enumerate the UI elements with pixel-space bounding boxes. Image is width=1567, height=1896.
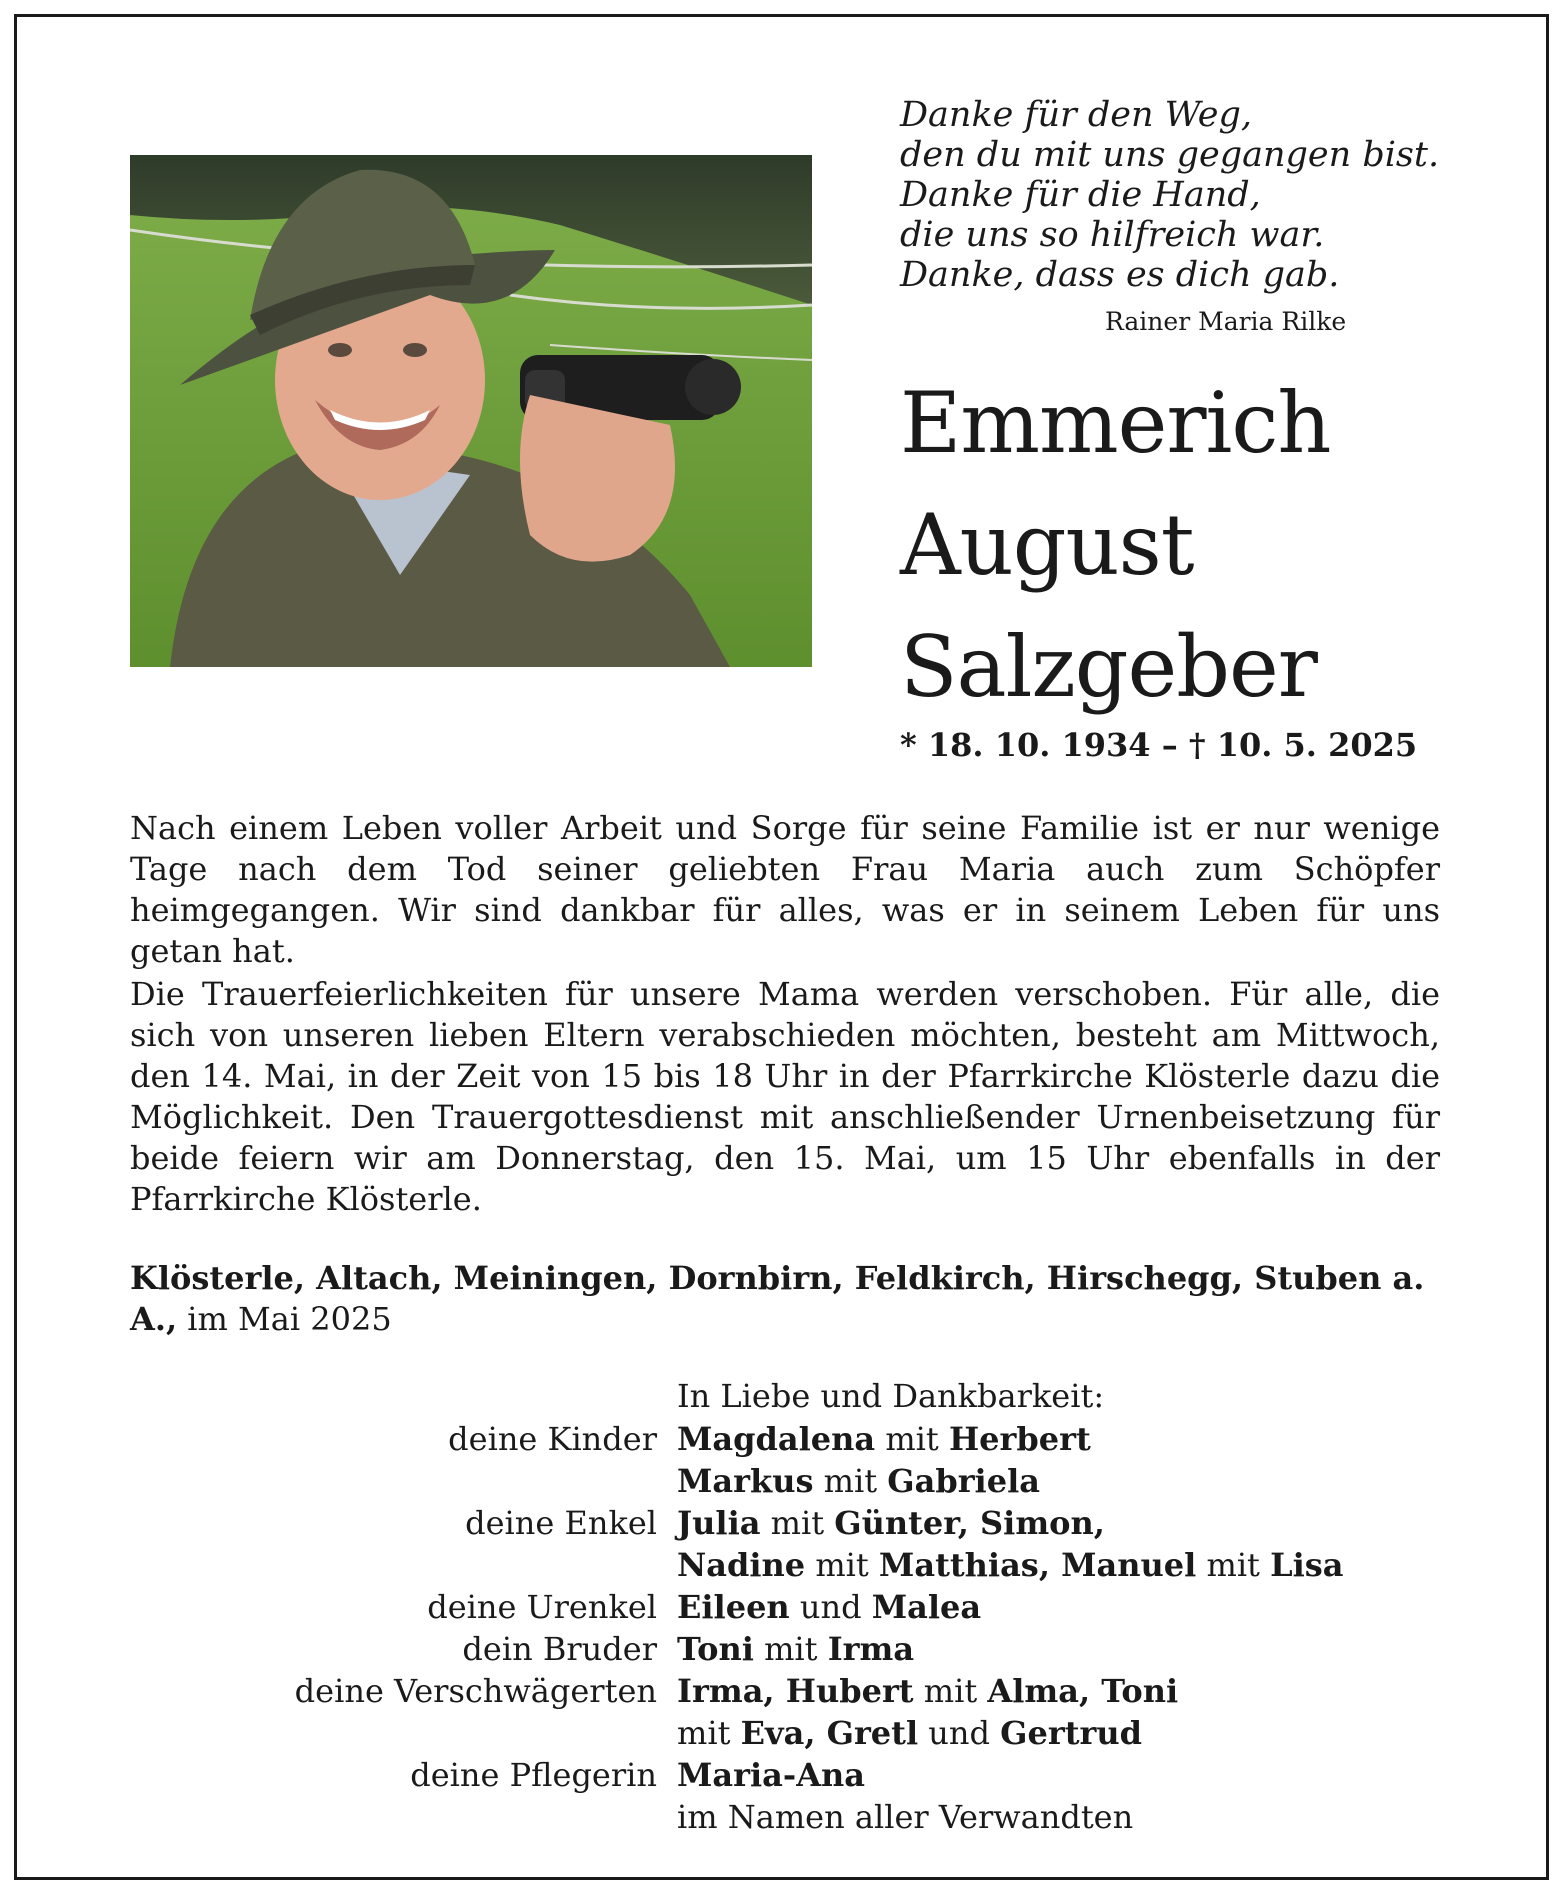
mourner-row bbox=[0, 1502, 1567, 1544]
mourner-names bbox=[677, 1628, 914, 1670]
mourner-name: Malea bbox=[871, 1588, 982, 1626]
mourner-row bbox=[0, 1586, 1567, 1628]
mourner-name: Eileen bbox=[677, 1588, 790, 1626]
mourner-names bbox=[677, 1754, 865, 1796]
mourner-connector: mit bbox=[753, 1630, 828, 1668]
mourner-relation: deine Urenkel bbox=[427, 1588, 657, 1626]
mourner-row bbox=[0, 1670, 1567, 1712]
mourner-connector: mit bbox=[677, 1714, 741, 1752]
mourner-names bbox=[677, 1670, 1178, 1712]
places-date bbox=[130, 1258, 1430, 1340]
notice-date: im Mai 2025 bbox=[177, 1300, 392, 1338]
mourner-name: Nadine bbox=[677, 1546, 806, 1584]
mourner-name: Toni bbox=[677, 1630, 754, 1668]
mourner-connector: und bbox=[918, 1714, 1001, 1752]
mourner-names bbox=[677, 1460, 1040, 1502]
poem-line: Danke, dass es dich gab. bbox=[900, 255, 1340, 295]
mourner-names bbox=[677, 1712, 1142, 1754]
mourner-connector: mit bbox=[805, 1546, 879, 1584]
mourner-name: Günter, Simon, bbox=[834, 1504, 1105, 1542]
mourner-connector: mit bbox=[1196, 1546, 1271, 1584]
mourner-name: Lisa bbox=[1270, 1546, 1344, 1584]
mourner-row bbox=[0, 1418, 1567, 1460]
mourner-connector: mit bbox=[913, 1672, 988, 1710]
mourner-row bbox=[0, 1754, 1567, 1796]
mourner-row bbox=[0, 1712, 1567, 1754]
poem-author: Rainer Maria Rilke bbox=[1105, 307, 1347, 336]
poem-line: die uns so hilfreich war. bbox=[900, 215, 1325, 255]
mourner-name: Maria-Ana bbox=[677, 1756, 866, 1794]
poem-line: Danke für den Weg, bbox=[900, 95, 1253, 135]
mourner-name: Irma, Hubert bbox=[677, 1672, 914, 1710]
mourner-name: Julia bbox=[677, 1504, 761, 1542]
mourner-name: Alma, Toni bbox=[987, 1672, 1179, 1710]
deceased-name bbox=[900, 362, 1331, 728]
poem-line: Danke für die Hand, bbox=[900, 175, 1261, 215]
mourner-relation: dein Bruder bbox=[462, 1630, 657, 1668]
mourner-row bbox=[0, 1460, 1567, 1502]
mourner-name: Gabriela bbox=[887, 1462, 1040, 1500]
mourner-name: Herbert bbox=[948, 1420, 1091, 1458]
portrait-photo bbox=[130, 155, 812, 667]
mourner-connector: im Namen aller Verwandten bbox=[677, 1798, 1134, 1836]
mourners-intro: In Liebe und Dankbarkeit: bbox=[677, 1377, 1105, 1415]
mourner-name: Markus bbox=[677, 1462, 814, 1500]
paragraph-life: Nach einem Leben voller Arbeit und Sorge für seine Familie ist er nur wenige Tage nach dem Tod seiner geliebten Frau Maria auch zum Schöpfer heimgegangen. Wir sind dankbar für alles, was er in seinem Leben für uns getan hat. bbox=[130, 809, 1440, 970]
mourner-names bbox=[677, 1544, 1343, 1586]
poem-line: den du mit uns gegangen bist. bbox=[900, 135, 1440, 175]
mourner-row bbox=[0, 1796, 1567, 1838]
mourner-relation: deine Pflegerin bbox=[410, 1756, 657, 1794]
first-name: Emmerich bbox=[900, 374, 1331, 472]
mourner-name: Gertrud bbox=[1000, 1714, 1142, 1752]
mourner-connector: mit bbox=[875, 1420, 949, 1458]
last-name: Salzgeber bbox=[900, 618, 1317, 716]
mourner-connector: und bbox=[789, 1588, 872, 1626]
mourner-row bbox=[0, 1544, 1567, 1586]
life-dates: * 18. 10. 1934 – † 10. 5. 2025 bbox=[900, 726, 1418, 764]
mourner-name: Matthias, Manuel bbox=[878, 1546, 1197, 1584]
mourner-names bbox=[677, 1502, 1105, 1544]
poem bbox=[900, 95, 1439, 295]
mourner-name: Eva, Gretl bbox=[740, 1714, 919, 1752]
mourner-row bbox=[0, 1628, 1567, 1670]
mourner-names bbox=[677, 1586, 981, 1628]
mourner-connector: mit bbox=[813, 1462, 888, 1500]
mourner-connector: mit bbox=[760, 1504, 835, 1542]
mourner-name: Magdalena bbox=[677, 1420, 876, 1458]
places-list: Klösterle, Altach, Meiningen, Dornbirn, Feldkirch, Hirschegg, Stuben a. A., bbox=[130, 1259, 1425, 1338]
mourner-name: Irma bbox=[827, 1630, 915, 1668]
mourner-relation: deine Kinder bbox=[448, 1420, 657, 1458]
mourner-names bbox=[677, 1418, 1091, 1460]
middle-name: August bbox=[900, 496, 1194, 594]
mourner-relation: deine Enkel bbox=[465, 1504, 657, 1542]
paragraph-funeral: Die Trauerfeierlichkeiten für unsere Mama werden verschoben. Für alle, die sich von unseren lieben Eltern verabschieden möchten, besteht am Mittwoch, den 14. Mai, in der Zeit von 15 bis 18 Uhr in der Pfarrkirche Klösterle dazu die Möglichkeit. Den Trauergottesdienst mit anschließender Urnenbeisetzung für beide feiern wir am Donnerstag, den 15. Mai, um 15 Uhr ebenfalls in der Pfarrkirche Klösterle. bbox=[130, 975, 1440, 1218]
mourner-relation: deine Verschwägerten bbox=[294, 1672, 657, 1710]
mourner-names bbox=[677, 1796, 1133, 1838]
